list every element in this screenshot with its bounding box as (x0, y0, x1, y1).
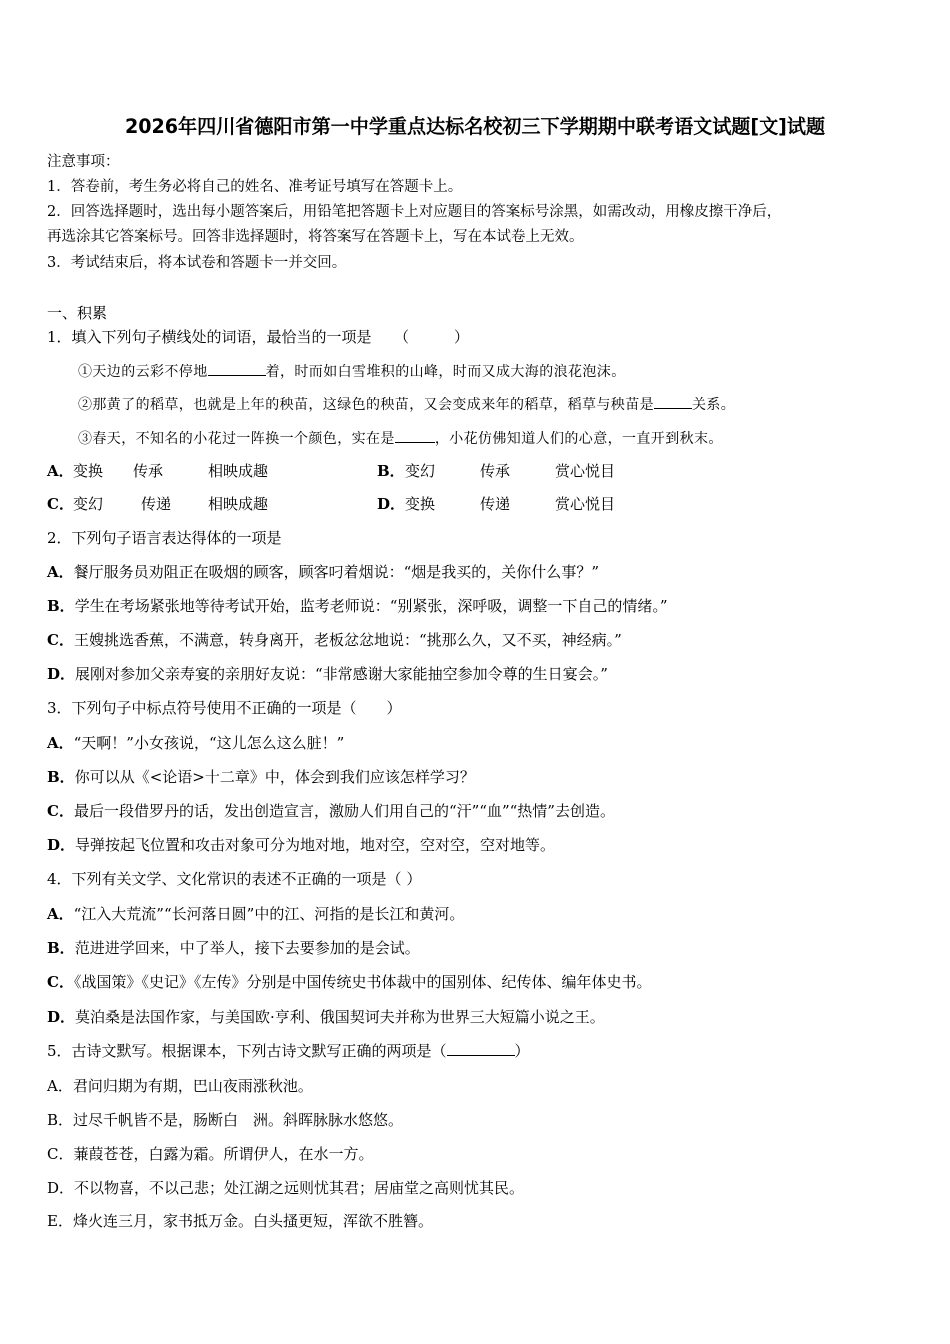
question-2-option-c[interactable] (47, 630, 622, 650)
notice-item-2-cont: 再选涂其它答案标号。回答非选择题时，将答案写在答题卡上，写在本试卷上无效。 (47, 229, 584, 245)
question-3-option-c[interactable] (47, 801, 615, 821)
option-c-label[interactable]: C． (47, 495, 74, 513)
question-5-stem (47, 1041, 530, 1061)
question-4-option-a[interactable] (47, 904, 464, 924)
question-1-sentence-1 (78, 361, 626, 382)
option-a-word-2: 传承 (133, 462, 164, 480)
question-1-options-ab (47, 461, 747, 481)
question-2-option-a[interactable] (47, 562, 599, 582)
question-2-stem: 2．下列句子语言表达得体的一项是 (47, 529, 282, 547)
option-text: 导弹按起飞位置和攻击对象可分为地对地，地对空，空对空，空对地等。 (75, 836, 556, 854)
option-a-word-3: 相映成趣 (208, 462, 269, 480)
fill-blank (208, 361, 266, 376)
notice-heading: 注意事项： (47, 154, 120, 170)
option-d-word-2: 传递 (480, 495, 511, 513)
option-text: “江入大荒流”“长河落日圆”中的江、河指的是长江和黄河。 (73, 905, 465, 923)
option-text: 你可以从《<论语>十二章》中，体会到我们应该怎样学习？ (74, 768, 475, 786)
option-b-word-1: 变幻 (405, 462, 436, 480)
option-text: 莫泊桑是法国作家，与美国欧·亨利、俄国契诃夫并称为世界三大短篇小说之王。 (75, 1008, 605, 1026)
question-5-option-e[interactable]: E．烽火连三月，家书抵万金。白头搔更短，浑欲不胜簪。 (47, 1212, 433, 1230)
question-5-option-a[interactable]: A．君问归期为有期，巴山夜雨涨秋池。 (47, 1077, 313, 1095)
question-5-option-c[interactable]: C．蒹葭苍苍，白露为霜。所谓伊人，在水一方。 (47, 1145, 374, 1163)
question-3-option-a[interactable] (47, 733, 344, 753)
question-5-option-b[interactable]: B．过尽千帆皆不是，肠断白 洲。斜晖脉脉水悠悠。 (47, 1111, 404, 1129)
option-c-word-2: 传递 (141, 495, 172, 513)
page-title: 2026年四川省德阳市第一中学重点达标名校初三下学期期中联考语文试题[文]试题 (124, 115, 826, 138)
option-a-word-1: 变换 (73, 462, 104, 480)
option-text: “天啊！”小女孩说，“这儿怎么这么脏！” (73, 734, 345, 752)
option-label: D． (47, 665, 76, 683)
option-c-word-1: 变幻 (73, 495, 104, 513)
section-heading: 一、积累 (47, 304, 108, 322)
question-3-option-b[interactable] (47, 767, 475, 787)
option-label: C． (47, 802, 74, 820)
answer-blank[interactable] (447, 1041, 515, 1056)
question-3-stem: 3．下列句子中标点符号使用不正确的一项是（ ） (47, 699, 402, 717)
option-d-word-3: 赏心悦目 (555, 495, 616, 513)
option-b-word-3: 赏心悦目 (555, 462, 616, 480)
option-label: C． (47, 973, 74, 991)
notice-item-1: 1．答卷前，考生务必将自己的姓名、准考证号填写在答题卡上。 (47, 179, 463, 195)
option-label: B． (47, 768, 75, 786)
option-text: 王嫂挑选香蕉，不满意，转身离开，老板忿忿地说：“挑那么久，又不买，神经病。” (73, 631, 622, 649)
question-1-sentence-2 (78, 394, 735, 415)
option-label: B． (47, 597, 75, 615)
sentence-text: ②那黄了的稻草，也就是上年的秧苗，这绿色的秧苗，又会变成来年的稻草，稻草与秧苗是 (78, 397, 654, 413)
option-text: 范进进学回来，中了举人，接下去要参加的是会试。 (74, 939, 420, 957)
option-d-label[interactable]: D． (377, 495, 406, 513)
option-c-word-3: 相映成趣 (208, 495, 269, 513)
sentence-text: ③春天，不知名的小花过一阵换一个颜色，实在是 (78, 431, 395, 447)
sentence-text: ①天边的云彩不停地 (78, 364, 208, 380)
fill-blank (395, 428, 435, 443)
question-1-stem: 1．填入下列句子横线处的词语，最恰当的一项是 （ ） (47, 328, 470, 346)
option-label: D． (47, 836, 76, 854)
option-b-label[interactable]: B． (377, 462, 405, 480)
question-2-option-d[interactable] (47, 664, 608, 684)
option-label: B． (47, 939, 75, 957)
option-text: 最后一段借罗丹的话，发出创造宣言，激励人们用自己的“汗”“血”“热情”去创造。 (73, 802, 615, 820)
option-b-word-2: 传承 (480, 462, 511, 480)
option-a-label[interactable]: A． (47, 462, 74, 480)
fill-blank (654, 394, 692, 409)
question-4-stem: 4．下列有关文学、文化常识的表述不正确的一项是（ ） (47, 870, 422, 888)
stem-text: 5．古诗文默写。根据课本，下列古诗文默写正确的两项是（ (47, 1042, 447, 1060)
question-4-option-d[interactable] (47, 1007, 605, 1027)
option-text: 餐厅服务员劝阻正在吸烟的顾客，顾客叼着烟说：“烟是我买的，关你什么事？” (73, 563, 599, 581)
option-text: 展刚对参加父亲寿宴的亲朋好友说：“非常感谢大家能抽空参加令尊的生日宴会。” (75, 665, 608, 683)
question-2-option-b[interactable] (47, 596, 668, 616)
option-label: D． (47, 1008, 76, 1026)
option-text: 学生在考场紧张地等待考试开始，监考老师说：“别紧张，深呼吸，调整一下自己的情绪。” (74, 597, 668, 615)
option-label: A． (47, 563, 74, 581)
sentence-text: ，小花仿佛知道人们的心意，一直开到秋末。 (434, 431, 723, 447)
stem-text: ） (514, 1042, 530, 1060)
notice-item-3: 3．考试结束后，将本试卷和答题卡一并交回。 (47, 255, 347, 271)
question-1-sentence-3 (78, 428, 723, 449)
question-4-option-b[interactable] (47, 938, 420, 958)
sentence-text: 关系。 (692, 397, 736, 413)
question-1-options-cd (47, 494, 747, 514)
option-label: A． (47, 734, 74, 752)
option-label: A． (47, 905, 74, 923)
question-5-option-d[interactable]: D．不以物喜，不以己悲；处江湖之远则忧其君；居庙堂之高则忧其民。 (47, 1179, 525, 1197)
notice-item-2: 2．回答选择题时，选出每小题答案后，用铅笔把答题卡上对应题目的答案标号涂黑，如需改动，用橡皮擦干净后， (47, 204, 782, 220)
option-text: 《战国策》《史记》《左传》分别是中国传统史书体裁中的国别体、纪传体、编年体史书。 (73, 973, 652, 991)
question-3-option-d[interactable] (47, 835, 555, 855)
option-label: C． (47, 631, 74, 649)
sentence-text: 着，时而如白雪堆积的山峰，时而又成大海的浪花泡沫。 (265, 364, 626, 380)
option-d-word-1: 变换 (405, 495, 436, 513)
question-4-option-c[interactable] (47, 972, 651, 992)
